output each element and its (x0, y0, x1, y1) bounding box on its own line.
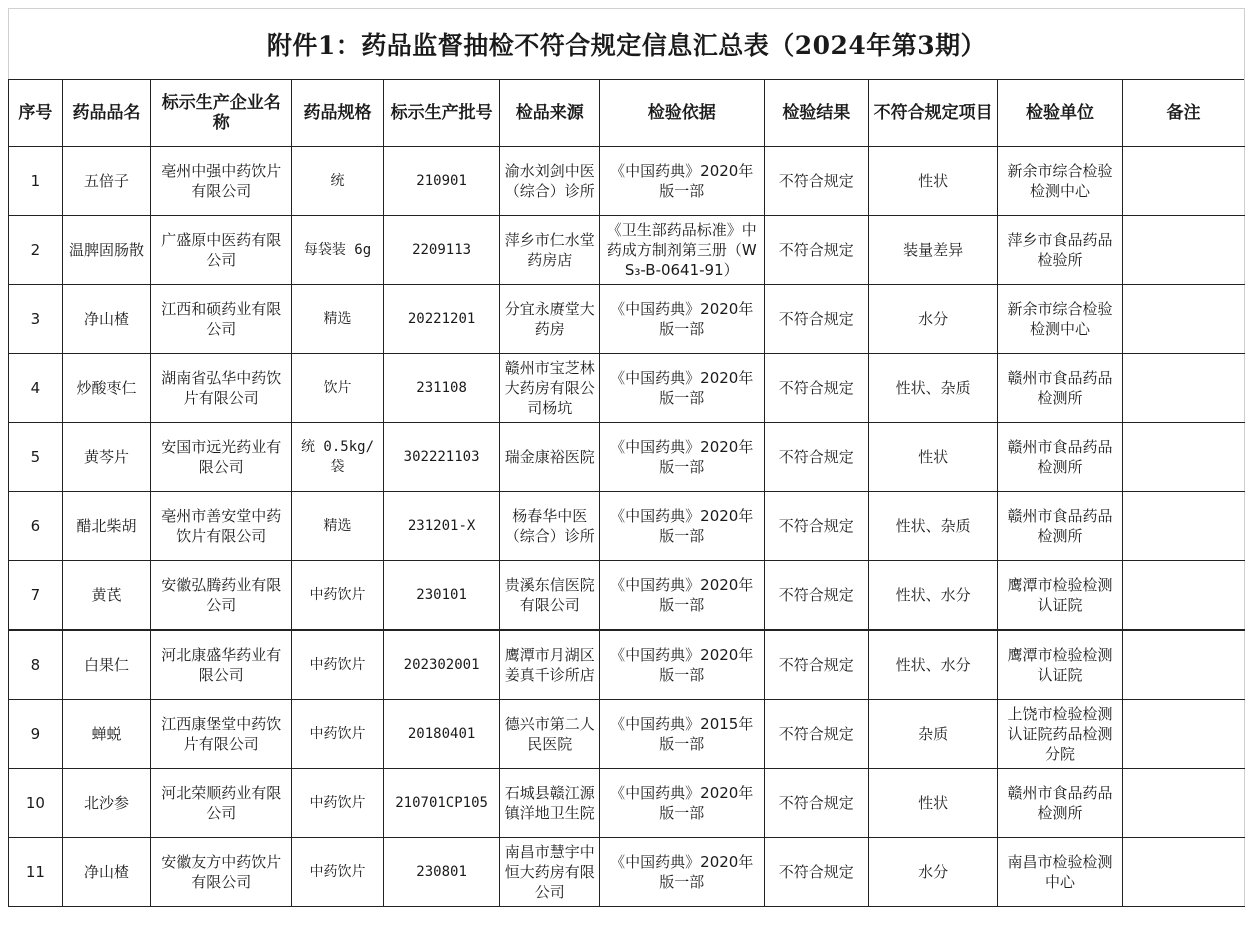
cell-remark (1122, 630, 1244, 700)
cell-source: 赣州市宝芝林大药房有限公司杨坑 (500, 354, 600, 423)
cell-item: 性状、杂质 (869, 492, 998, 561)
cell-batch: 210701CP105 (383, 769, 500, 838)
cell-batch: 230101 (383, 561, 500, 631)
header-remark: 备注 (1122, 80, 1244, 147)
cell-spec: 中药饮片 (292, 630, 383, 700)
table-row (9, 492, 1245, 561)
cell-basis: 《中国药典》2020年版一部 (600, 838, 765, 907)
table-row (9, 423, 1245, 492)
header-item: 不符合规定项目 (869, 80, 998, 147)
cell-source: 贵溪东信医院有限公司 (500, 561, 600, 631)
cell-seq: 4 (9, 354, 63, 423)
header-source: 检品来源 (500, 80, 600, 147)
cell-item: 性状 (869, 147, 998, 216)
cell-manufacturer: 安徽友方中药饮片有限公司 (151, 838, 292, 907)
cell-result: 不符合规定 (764, 216, 869, 285)
cell-batch: 20180401 (383, 700, 500, 769)
cell-seq: 3 (9, 285, 63, 354)
cell-remark (1122, 700, 1244, 769)
cell-batch: 202302001 (383, 630, 500, 700)
cell-remark (1122, 769, 1244, 838)
cell-remark (1122, 492, 1244, 561)
cell-lab: 赣州市食品药品检测所 (998, 354, 1123, 423)
cell-seq: 9 (9, 700, 63, 769)
header-row (9, 80, 1245, 147)
cell-source: 萍乡市仁水堂药房店 (500, 216, 600, 285)
cell-spec: 每袋装 6g (292, 216, 383, 285)
header-result: 检验结果 (764, 80, 869, 147)
cell-basis: 《中国药典》2020年版一部 (600, 630, 765, 700)
cell-result: 不符合规定 (764, 354, 869, 423)
cell-spec: 中药饮片 (292, 838, 383, 907)
cell-spec: 统 0.5kg/袋 (292, 423, 383, 492)
cell-batch: 230801 (383, 838, 500, 907)
cell-manufacturer: 江西和硕药业有限公司 (151, 285, 292, 354)
cell-drug-name: 五倍子 (62, 147, 150, 216)
table-row (9, 285, 1245, 354)
cell-remark (1122, 561, 1244, 631)
cell-lab: 萍乡市食品药品检验所 (998, 216, 1123, 285)
table-row (9, 561, 1245, 631)
cell-lab: 新余市综合检验检测中心 (998, 285, 1123, 354)
cell-seq: 5 (9, 423, 63, 492)
cell-manufacturer: 湖南省弘华中药饮片有限公司 (151, 354, 292, 423)
cell-result: 不符合规定 (764, 423, 869, 492)
header-basis: 检验依据 (600, 80, 765, 147)
cell-lab: 南昌市检验检测中心 (998, 838, 1123, 907)
cell-drug-name: 炒酸枣仁 (62, 354, 150, 423)
cell-spec: 精选 (292, 285, 383, 354)
cell-lab: 上饶市检验检测认证院药品检测分院 (998, 700, 1123, 769)
table-row (9, 838, 1245, 907)
cell-result: 不符合规定 (764, 700, 869, 769)
cell-lab: 赣州市食品药品检测所 (998, 423, 1123, 492)
cell-batch: 302221103 (383, 423, 500, 492)
cell-manufacturer: 河北康盛华药业有限公司 (151, 630, 292, 700)
cell-seq: 1 (9, 147, 63, 216)
cell-result: 不符合规定 (764, 630, 869, 700)
cell-item: 性状、水分 (869, 630, 998, 700)
cell-manufacturer: 安徽弘腾药业有限公司 (151, 561, 292, 631)
cell-item: 装量差异 (869, 216, 998, 285)
cell-spec: 中药饮片 (292, 561, 383, 631)
cell-spec: 中药饮片 (292, 769, 383, 838)
cell-result: 不符合规定 (764, 769, 869, 838)
cell-drug-name: 净山楂 (62, 838, 150, 907)
cell-lab: 赣州市食品药品检测所 (998, 492, 1123, 561)
cell-result: 不符合规定 (764, 838, 869, 907)
cell-manufacturer: 亳州市善安堂中药饮片有限公司 (151, 492, 292, 561)
page-title: 附件1：药品监督抽检不符合规定信息汇总表（2024年第3期） (266, 31, 987, 60)
cell-manufacturer: 江西康堡堂中药饮片有限公司 (151, 700, 292, 769)
header-spec: 药品规格 (292, 80, 383, 147)
cell-source: 渝水刘剑中医（综合）诊所 (500, 147, 600, 216)
cell-manufacturer: 亳州中强中药饮片有限公司 (151, 147, 292, 216)
cell-remark (1122, 838, 1244, 907)
cell-drug-name: 北沙参 (62, 769, 150, 838)
cell-remark (1122, 423, 1244, 492)
cell-item: 性状、杂质 (869, 354, 998, 423)
table-row (9, 700, 1245, 769)
noncompliance-table (8, 79, 1245, 907)
cell-seq: 6 (9, 492, 63, 561)
document-sheet (8, 8, 1245, 907)
table-row (9, 216, 1245, 285)
cell-basis: 《中国药典》2020年版一部 (600, 147, 765, 216)
cell-item: 水分 (869, 285, 998, 354)
cell-drug-name: 黄芪 (62, 561, 150, 631)
cell-seq: 11 (9, 838, 63, 907)
cell-drug-name: 白果仁 (62, 630, 150, 700)
cell-source: 石城县赣江源镇洋地卫生院 (500, 769, 600, 838)
cell-item: 杂质 (869, 700, 998, 769)
cell-source: 德兴市第二人民医院 (500, 700, 600, 769)
cell-item: 性状 (869, 769, 998, 838)
cell-basis: 《中国药典》2020年版一部 (600, 769, 765, 838)
cell-basis: 《中国药典》2020年版一部 (600, 492, 765, 561)
cell-basis: 《中国药典》2020年版一部 (600, 285, 765, 354)
header-drug-name: 药品品名 (62, 80, 150, 147)
cell-manufacturer: 河北荣顺药业有限公司 (151, 769, 292, 838)
cell-drug-name: 黄芩片 (62, 423, 150, 492)
cell-manufacturer: 安国市远光药业有限公司 (151, 423, 292, 492)
cell-spec: 统 (292, 147, 383, 216)
cell-remark (1122, 285, 1244, 354)
cell-seq: 8 (9, 630, 63, 700)
cell-seq: 7 (9, 561, 63, 631)
table-row (9, 147, 1245, 216)
cell-basis: 《中国药典》2015年版一部 (600, 700, 765, 769)
cell-batch: 231108 (383, 354, 500, 423)
cell-result: 不符合规定 (764, 147, 869, 216)
cell-item: 水分 (869, 838, 998, 907)
cell-basis: 《中国药典》2020年版一部 (600, 561, 765, 631)
cell-remark (1122, 147, 1244, 216)
cell-source: 杨春华中医（综合）诊所 (500, 492, 600, 561)
table-row (9, 354, 1245, 423)
header-seq: 序号 (9, 80, 63, 147)
cell-result: 不符合规定 (764, 285, 869, 354)
cell-spec: 饮片 (292, 354, 383, 423)
cell-item: 性状、水分 (869, 561, 998, 631)
table-row (9, 769, 1245, 838)
cell-basis: 《卫生部药品标准》中药成方制剂第三册（WS₃-B-0641-91） (600, 216, 765, 285)
cell-batch: 20221201 (383, 285, 500, 354)
cell-remark (1122, 354, 1244, 423)
cell-source: 瑞金康裕医院 (500, 423, 600, 492)
header-lab: 检验单位 (998, 80, 1123, 147)
cell-spec: 精选 (292, 492, 383, 561)
cell-batch: 231201-X (383, 492, 500, 561)
cell-drug-name: 温脾固肠散 (62, 216, 150, 285)
cell-spec: 中药饮片 (292, 700, 383, 769)
cell-drug-name: 醋北柴胡 (62, 492, 150, 561)
table-row (9, 630, 1245, 700)
cell-batch: 2209113 (383, 216, 500, 285)
cell-source: 南昌市慧宇中恒大药房有限公司 (500, 838, 600, 907)
title-bar (8, 8, 1245, 79)
cell-source: 分宜永赓堂大药房 (500, 285, 600, 354)
cell-basis: 《中国药典》2020年版一部 (600, 423, 765, 492)
cell-lab: 赣州市食品药品检测所 (998, 769, 1123, 838)
cell-drug-name: 蝉蜕 (62, 700, 150, 769)
cell-drug-name: 净山楂 (62, 285, 150, 354)
cell-batch: 210901 (383, 147, 500, 216)
cell-manufacturer: 广盛原中医药有限公司 (151, 216, 292, 285)
cell-result: 不符合规定 (764, 561, 869, 631)
cell-remark (1122, 216, 1244, 285)
cell-lab: 鹰潭市检验检测认证院 (998, 561, 1123, 631)
cell-seq: 2 (9, 216, 63, 285)
cell-lab: 鹰潭市检验检测认证院 (998, 630, 1123, 700)
header-manufacturer: 标示生产企业名称 (151, 80, 292, 147)
cell-result: 不符合规定 (764, 492, 869, 561)
cell-lab: 新余市综合检验检测中心 (998, 147, 1123, 216)
header-batch: 标示生产批号 (383, 80, 500, 147)
cell-item: 性状 (869, 423, 998, 492)
cell-basis: 《中国药典》2020年版一部 (600, 354, 765, 423)
cell-seq: 10 (9, 769, 63, 838)
cell-source: 鹰潭市月湖区姜真千诊所店 (500, 630, 600, 700)
